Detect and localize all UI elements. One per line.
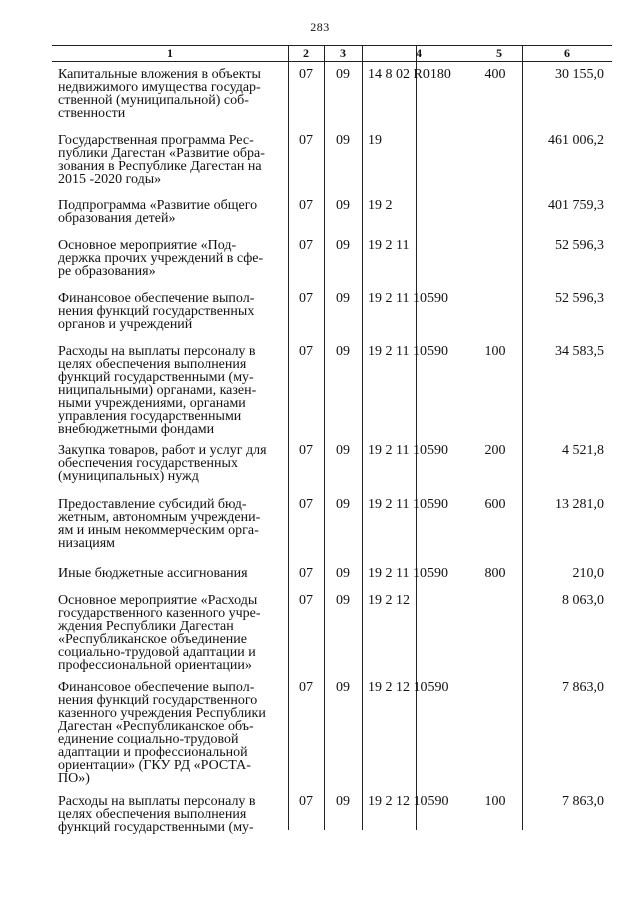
row-description: Государственная программа Рес- публики Дагестан «Развитие обра- зования в Республике Дагестан на 2015 -2020 годы» bbox=[58, 133, 265, 187]
row-subsection: 09 bbox=[336, 198, 350, 213]
row-target-article: 19 2 bbox=[368, 198, 393, 213]
row-subsection: 09 bbox=[336, 238, 350, 253]
row-description: Основное мероприятие «Под- держка прочих учреждений в сфе- ре образования» bbox=[58, 238, 264, 279]
column-header-5: 5 bbox=[496, 46, 502, 60]
column-header-3: 3 bbox=[340, 46, 346, 60]
row-amount: 401 759,3 bbox=[548, 198, 604, 213]
row-description: Иные бюджетные ассигнования bbox=[58, 566, 248, 581]
row-section: 07 bbox=[299, 67, 313, 82]
row-amount: 7 863,0 bbox=[562, 680, 604, 695]
row-description: Финансовое обеспечение выпол- нения функций государственного казенного учреждения Республики Дагестан «Республиканское объ- единение социально-трудовой адаптации и профессиональной ориентации» (ГКУ РД «РОСТА- ПО») bbox=[58, 680, 266, 786]
row-subsection: 09 bbox=[336, 497, 350, 512]
row-target-article: 19 2 12 bbox=[368, 593, 410, 608]
row-description: Финансовое обеспечение выпол- нения функций государственных органов и учреждений bbox=[58, 291, 255, 332]
row-amount: 34 583,5 bbox=[555, 344, 604, 359]
column-header-1: 1 bbox=[167, 46, 173, 60]
row-amount: 210,0 bbox=[572, 566, 604, 581]
row-target-article: 19 2 11 10590 bbox=[368, 443, 448, 458]
row-subsection: 09 bbox=[336, 67, 350, 82]
row-section: 07 bbox=[299, 794, 313, 809]
row-section: 07 bbox=[299, 680, 313, 695]
column-header-4: 4 bbox=[416, 46, 422, 60]
row-section: 07 bbox=[299, 497, 313, 512]
row-expense-type: 100 bbox=[484, 344, 506, 359]
row-target-article: 19 bbox=[368, 133, 382, 148]
row-target-article: 19 2 11 10590 bbox=[368, 566, 448, 581]
row-section: 07 bbox=[299, 593, 313, 608]
row-subsection: 09 bbox=[336, 133, 350, 148]
row-section: 07 bbox=[299, 344, 313, 359]
column-header-6: 6 bbox=[564, 46, 570, 60]
row-target-article: 14 8 02 R0180 bbox=[368, 67, 451, 82]
row-amount: 30 155,0 bbox=[555, 67, 604, 82]
row-subsection: 09 bbox=[336, 344, 350, 359]
row-section: 07 bbox=[299, 566, 313, 581]
row-expense-type: 400 bbox=[484, 67, 506, 82]
row-subsection: 09 bbox=[336, 794, 350, 809]
row-description: Расходы на выплаты персоналу в целях обеспечения выполнения функций государственными (му- bbox=[58, 794, 256, 835]
row-section: 07 bbox=[299, 198, 313, 213]
row-description: Расходы на выплаты персоналу в целях обеспечения выполнения функций государственными (му- ниципальными) органами, казен- ными учреждениями, органами управления государственными внебюджетными фондами bbox=[58, 344, 257, 437]
row-target-article: 19 2 11 bbox=[368, 238, 410, 253]
row-target-article: 19 2 12 10590 bbox=[368, 794, 449, 809]
row-amount: 52 596,3 bbox=[555, 238, 604, 253]
row-expense-type: 100 bbox=[484, 794, 506, 809]
row-amount: 8 063,0 bbox=[562, 593, 604, 608]
page-number: 283 bbox=[310, 20, 330, 34]
row-amount: 7 863,0 bbox=[562, 794, 604, 809]
row-description: Капитальные вложения в объекты недвижимого имущества государ- ственной (муниципальной) соб- ственности bbox=[58, 67, 261, 121]
row-expense-type: 600 bbox=[484, 497, 506, 512]
row-amount: 13 281,0 bbox=[555, 497, 604, 512]
table-header bbox=[52, 45, 612, 62]
row-target-article: 19 2 11 10590 bbox=[368, 497, 448, 512]
row-subsection: 09 bbox=[336, 443, 350, 458]
row-section: 07 bbox=[299, 291, 313, 306]
row-description: Основное мероприятие «Расходы государственного казенного учре- ждения Республики Дагестан «Республиканское объединение социально-трудовой адаптации и профессиональной ориентации» bbox=[58, 593, 261, 673]
row-expense-type: 200 bbox=[484, 443, 506, 458]
row-section: 07 bbox=[299, 443, 313, 458]
row-expense-type: 800 bbox=[484, 566, 506, 581]
row-section: 07 bbox=[299, 238, 313, 253]
row-target-article: 19 2 11 10590 bbox=[368, 291, 448, 306]
row-target-article: 19 2 12 10590 bbox=[368, 680, 449, 695]
row-amount: 52 596,3 bbox=[555, 291, 604, 306]
row-description: Закупка товаров, работ и услуг для обеспечения государственных (муниципальных) нужд bbox=[58, 443, 267, 484]
row-description: Подпрограмма «Развитие общего образования детей» bbox=[58, 198, 258, 226]
row-amount: 461 006,2 bbox=[548, 133, 604, 148]
row-subsection: 09 bbox=[336, 566, 350, 581]
column-header-2: 2 bbox=[303, 46, 309, 60]
row-subsection: 09 bbox=[336, 593, 350, 608]
row-subsection: 09 bbox=[336, 291, 350, 306]
row-description: Предоставление субсидий бюд- жетным, автономным учреждени- ям и иным некоммерческим орга- низациям bbox=[58, 497, 261, 551]
budget-table bbox=[52, 45, 612, 835]
row-section: 07 bbox=[299, 133, 313, 148]
row-subsection: 09 bbox=[336, 680, 350, 695]
row-target-article: 19 2 11 10590 bbox=[368, 344, 448, 359]
row-amount: 4 521,8 bbox=[562, 443, 604, 458]
